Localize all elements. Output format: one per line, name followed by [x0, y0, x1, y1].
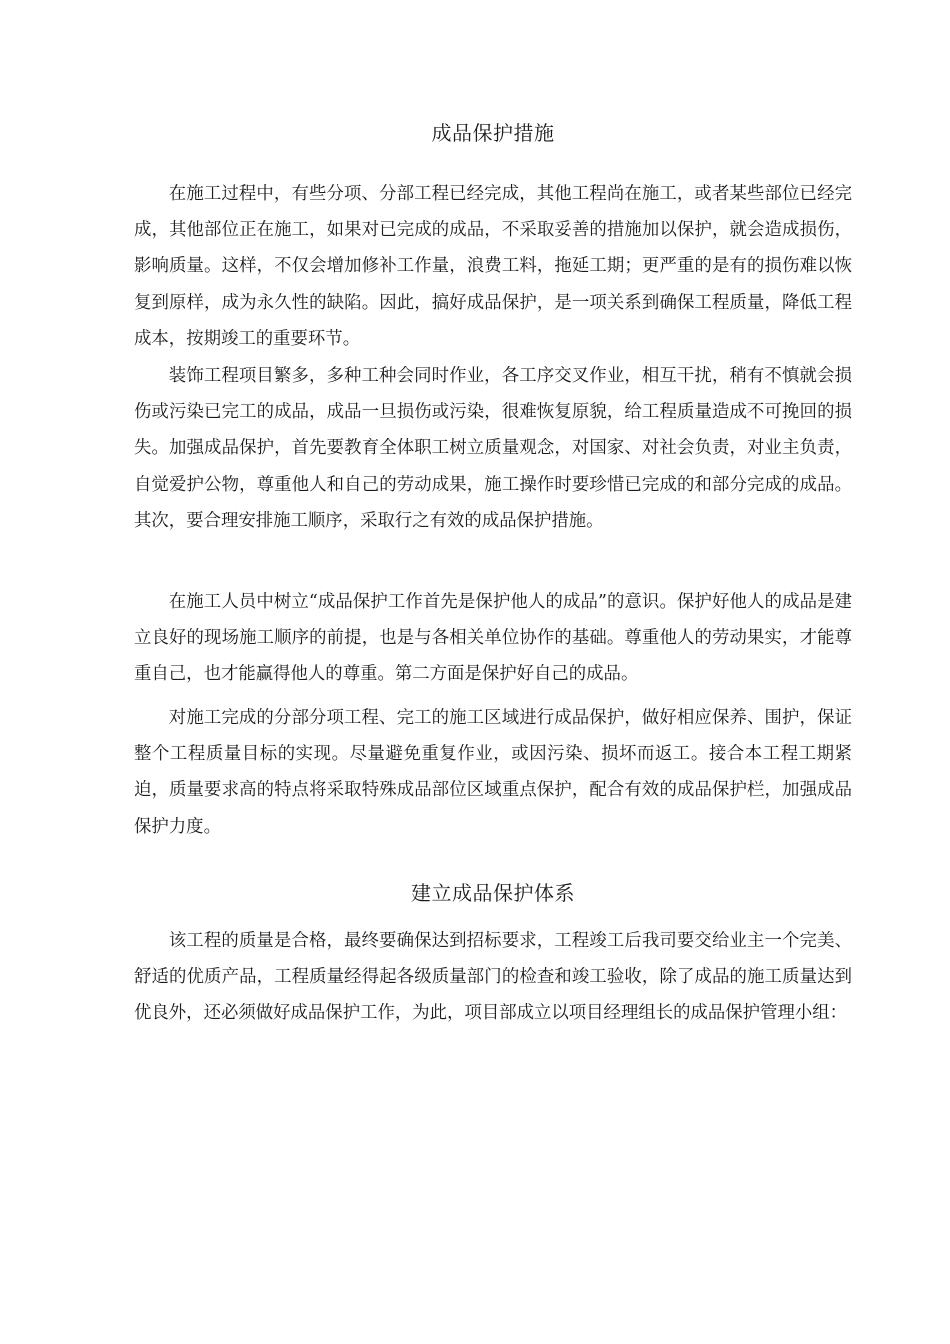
paragraph: 在施工过程中，有些分项、分部工程已经完成，其他工程尚在施工，或者某些部位已经完成，其他部位正在施工，如果对已完成的成品，不采取妥善的措施加以保护，就会造成损伤，影响质量。这样，不仅会增加修补工作量，浪费工料，拖延工期；更严重的是有的损伤难以恢复到原样，成为永久性的缺陷。因此，搞好成品保护，是一项关系到确保工程质量，降低工程成本，按期竣工的重要环节。 [134, 184, 852, 349]
paragraph: 该工程的质量是合格，最终要确保达到招标要求，工程竣工后我司要交给业主一个完美、舒适的优质产品，工程质量经得起各级质量部门的检查和竣工验收，除了成品的施工质量达到优良外，还必须做好成品保护工作，为此，项目部成立以项目经理组长的成品保护管理小组： [134, 931, 852, 1024]
paragraph: 对施工完成的分部分项工程、完工的施工区域进行成品保护，做好相应保养、围护，保证整个工程质量目标的实现。尽量避免重复作业，或因污染、损坏而返工。接合本工程工期紧迫，质量要求高的特点将采取特殊成品部位区域重点保护，配合有效的成品保护栏，加强成品保护力度。 [134, 708, 852, 837]
section-title-product-protection: 成品保护措施 [431, 121, 555, 145]
paragraph: 装饰工程项目繁多，多种工种会同时作业，各工序交叉作业，相互干扰，稍有不慎就会损伤或污染已完工的成品，成品一旦损伤或污染，很难恢复原貌，给工程质量造成不可挽回的损失。加强成品保护，首先要教育全体职工树立质量观念，对国家、对社会负责，对业主负责，自觉爱护公物，尊重他人和自己的劳动成果，施工操作时要珍惜已完成的和部分完成的成品。其次，要合理安排施工顺序，采取行之有效的成品保护措施。 [134, 366, 852, 531]
section-title-protection-system: 建立成品保护体系 [411, 881, 575, 905]
paragraph: 在施工人员中树立“成品保护工作首先是保护他人的成品”的意识。保护好他人的成品是建立良好的现场施工顺序的前提，也是与各相关单位协作的基础。尊重他人的劳动果实，才能尊重自己，也才能赢得他人的尊重。第二方面是保护好自己的成品。 [134, 592, 852, 685]
